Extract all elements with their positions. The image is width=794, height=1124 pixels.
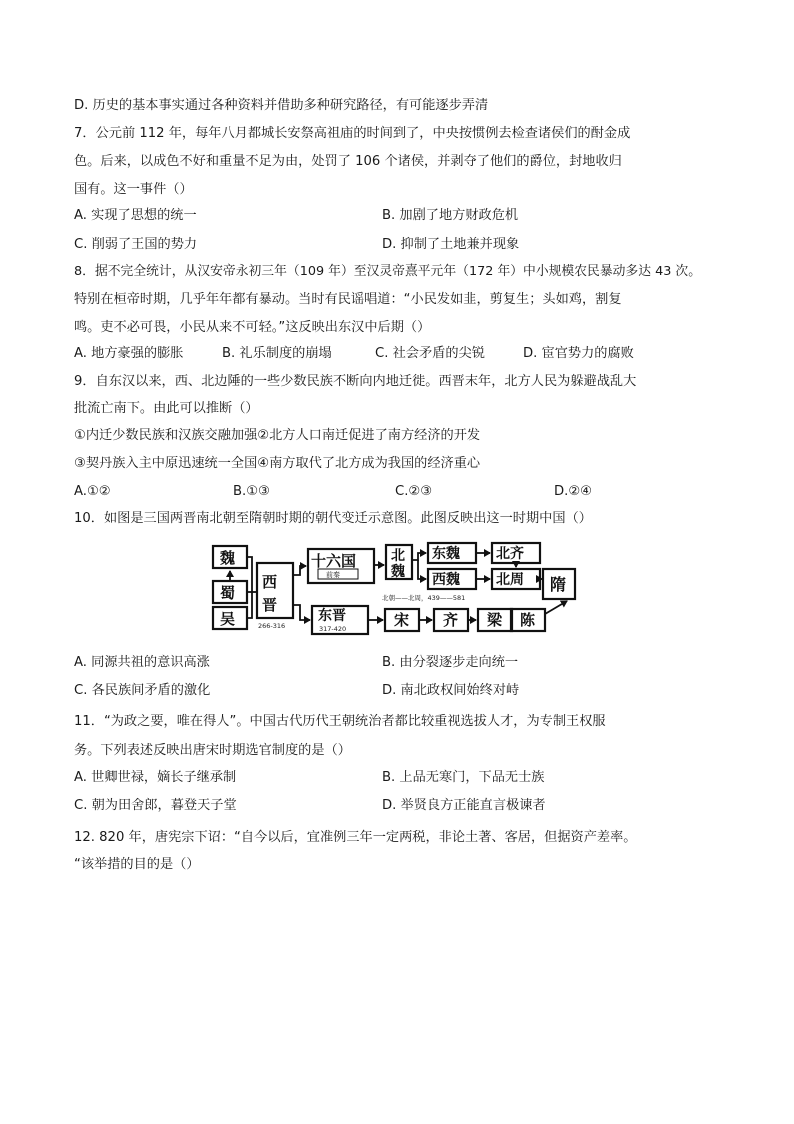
label-dongwei: 东魏: [432, 546, 460, 562]
q7-stem-line-3: 国有。这一事件（）: [74, 182, 193, 197]
q10-option-a: A. 同源共祖的意识高涨: [74, 655, 210, 670]
q9-option-d: D.②④: [554, 484, 592, 499]
q10-stem: 10．如图是三国两晋南北朝至隋朝时期的朝代变迁示意图。此图反映出这一时期中国（）: [74, 511, 592, 526]
label-beizhou: 北周: [496, 572, 524, 588]
q10-option-d: D. 南北政权间始终对峙: [382, 683, 520, 698]
label-xijin-2: 晋: [262, 596, 278, 614]
q7-option-c: C. 削弱了王国的势力: [74, 237, 198, 252]
q6-option-d: D. 历史的基本事实通过各种资料并借助多种研究路径，有可能逐步弄清: [74, 98, 489, 113]
label-sui: 隋: [550, 575, 567, 594]
q12-stem-line-1: 12. 820 年，唐宪宗下诏：“自今以后，宜准例三年一定两税，非论土著、客居，但据资产差率。: [74, 830, 637, 845]
q7-option-a: A. 实现了思想的统一: [74, 208, 197, 223]
q8-option-b: B. 礼乐制度的崩塌: [222, 346, 332, 361]
label-qi: 齐: [443, 611, 459, 629]
q8-stem-line-2: 特别在桓帝时期，几乎年年都有暴动。当时有民谣唱道：“小民发如韭，剪复生；头如鸡，割复: [74, 292, 622, 307]
label-dongjin-years: 317-420: [319, 625, 347, 633]
q7-option-b: B. 加剧了地方财政危机: [382, 208, 519, 223]
label-wei: 魏: [220, 549, 236, 567]
label-xijin-1: 西: [262, 573, 278, 591]
label-beiqi: 北齐: [496, 546, 524, 562]
q11-option-b: B. 上品无寒门，下品无士族: [382, 770, 545, 785]
q8-stem-line-1: 8．据不完全统计，从汉安帝永初三年（109 年）至汉灵帝熹平元年（172 年）中小规模农民暴动多达 43 次。: [74, 264, 702, 279]
label-sixteen: 十六国: [311, 552, 357, 570]
label-wu: 吴: [220, 610, 236, 628]
q12-stem-line-2: “该举措的目的是（）: [74, 857, 200, 872]
q7-option-d: D. 抑制了土地兼并现象: [382, 237, 520, 252]
q9-option-a: A.①②: [74, 484, 111, 499]
label-chen: 陈: [520, 611, 536, 629]
q11-option-c: C. 朝为田舍郎，暮登天子堂: [74, 798, 237, 813]
label-beiwei-2: 魏: [391, 564, 405, 580]
q9-statement-1: ①内迁少数民族和汉族交融加强②北方人口南迁促进了南方经济的开发: [74, 428, 481, 443]
q7-stem-line-2: 色。后来，以成色不好和重量不足为由，处罚了 106 个诸侯，并剥夺了他们的爵位，封地收归: [74, 154, 622, 169]
label-liang: 梁: [487, 611, 503, 629]
q11-option-a: A. 世卿世禄，嫡长子继承制: [74, 770, 237, 785]
q9-option-c: C.②③: [395, 484, 433, 499]
q9-option-b: B.①③: [233, 484, 270, 499]
q11-option-d: D. 举贤良方正能直言极谏者: [382, 798, 546, 813]
q8-stem-line-3: 鸣。吏不必可畏，小民从来不可轻。”这反映出东汉中后期（）: [74, 320, 431, 335]
q7-stem-line-1: 7．公元前 112 年，每年八月都城长安祭高祖庙的时间到了，中央按惯例去检查诸侯们的酎金成: [74, 126, 631, 141]
label-bei-chao: 北朝——北周，439——581: [382, 594, 466, 602]
label-xijin-years: 266-316: [258, 622, 286, 630]
label-song: 宋: [394, 611, 410, 629]
label-xiwei: 西魏: [432, 572, 460, 588]
q8-option-a: A. 地方豪强的膨胀: [74, 346, 184, 361]
q10-option-b: B. 由分裂逐步走向统一: [382, 655, 519, 670]
q11-stem-line-2: 务。下列表述反映出唐宋时期选官制度的是（）: [74, 743, 351, 758]
q8-option-c: C. 社会矛盾的尖锐: [375, 346, 485, 361]
label-sixteen-sub: 前秦: [326, 571, 340, 579]
q10-option-c: C. 各民族间矛盾的激化: [74, 683, 211, 698]
label-shu: 蜀: [220, 584, 236, 602]
q9-statement-2: ③契丹族入主中原迅速统一全国④南方取代了北方成为我国的经济重心: [74, 456, 481, 471]
q9-stem-line-1: 9．自东汉以来，西、北边陲的一些少数民族不断向内地迁徙。西晋末年，北方人民为躲避战乱大: [74, 374, 637, 389]
label-dongjin: 东晋: [318, 608, 346, 624]
q8-option-d: D. 宦官势力的腐败: [523, 346, 634, 361]
q11-stem-line-1: 11．“为政之要，唯在得人”。中国古代历代王朝统治者都比较重视选拔人才，为专制王权服: [74, 714, 606, 729]
label-beiwei-1: 北: [391, 548, 405, 564]
q9-stem-line-2: 批流亡南下。由此可以推断（）: [74, 401, 259, 416]
